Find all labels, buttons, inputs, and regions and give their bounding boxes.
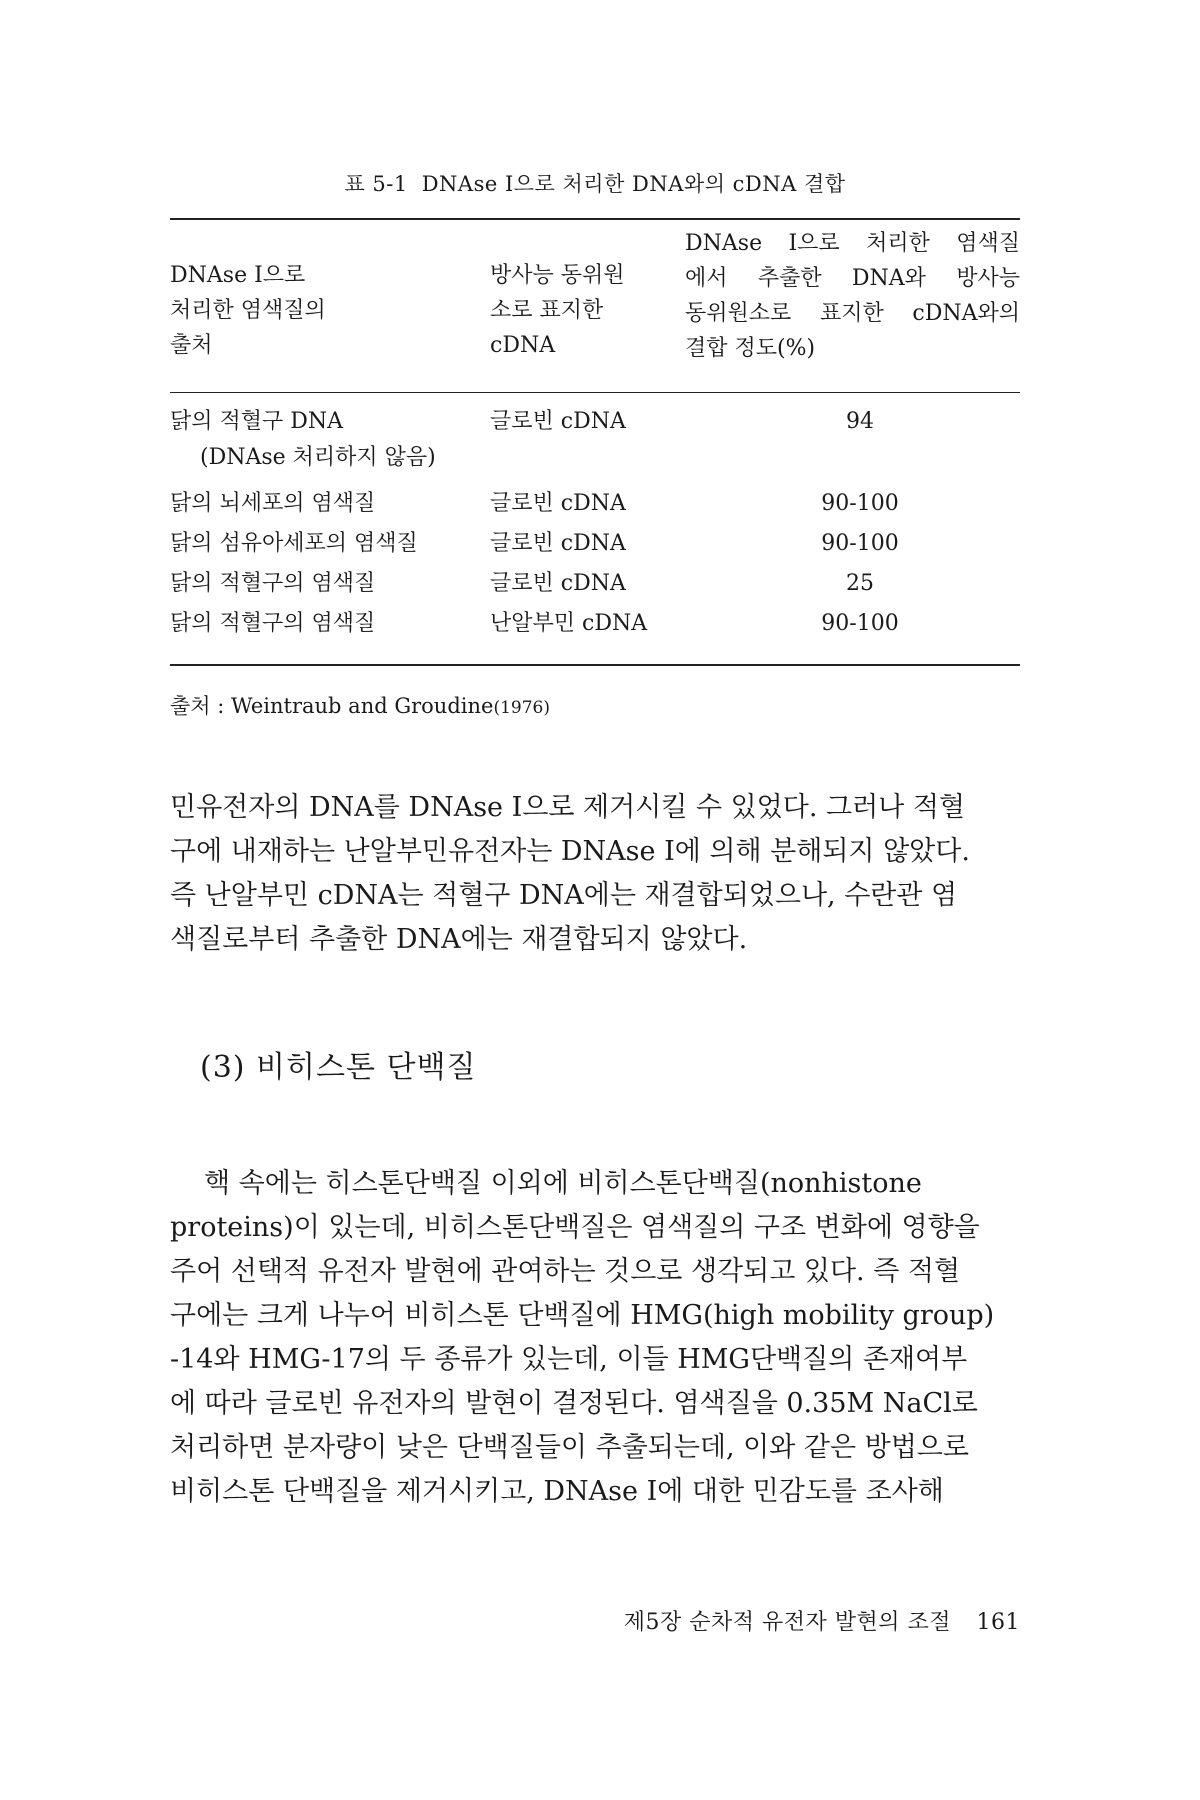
text-line: proteins)이 있는데, 비히스톤단백질은 염색질의 구조 변화에 영향을	[170, 1212, 980, 1243]
table-top-rule	[170, 218, 1020, 220]
table-row	[170, 566, 1020, 602]
text-line: 구에 내재하는 난알부민유전자는 DNAse I에 의해 분해되지 않았다.	[170, 836, 970, 867]
table-row	[170, 526, 1020, 562]
table-row	[170, 606, 1020, 642]
cell-source: 닭의 적혈구의 염색질	[170, 571, 376, 596]
cell-source: 닭의 적혈구의 염색질	[170, 611, 376, 636]
cell-source: 닭의 섬유아세포의 염색질	[170, 531, 418, 556]
header-col-probe: 방사능 동위원 소로 표지한 cDNA	[490, 263, 625, 358]
paragraph-1	[170, 786, 1020, 962]
text-line: 에 따라 글로빈 유전자의 발현이 결정된다. 염색질을 0.35M NaCl로	[170, 1388, 978, 1419]
cell-probe: 글로빈 cDNA	[490, 571, 626, 596]
text-line: 즉 난알부민 cDNA는 적혈구 DNA에는 재결합되었으나, 수란관 염	[170, 880, 958, 911]
cell-value: 90-100	[821, 531, 899, 556]
cell-probe: 글로빈 cDNA	[490, 531, 626, 556]
text-line: 처리하면 분자량이 낮은 단백질들이 추출되는데, 이와 같은 방법으로	[170, 1432, 969, 1463]
cell-probe: 난알부민 cDNA	[490, 611, 648, 636]
text-line: 색질로부터 추출한 DNA에는 재결합되지 않았다.	[170, 924, 748, 955]
cell-value: 94	[846, 409, 874, 434]
text-line: 핵 속에는 히스톤단백질 이외에 비히스톤단백질(nonhistone	[204, 1168, 922, 1199]
paragraph-2	[170, 1162, 1020, 1514]
text-line: 구에는 크게 나누어 비히스톤 단백질에 HMG(high mobility group)	[170, 1300, 995, 1331]
text-line: 비히스톤 단백질을 제거시키고, DNAse I에 대한 민감도를 조사해	[170, 1476, 944, 1507]
cell-source: 닭의 뇌세포의 염색질	[170, 491, 376, 516]
table-row	[170, 404, 1020, 476]
table-caption	[170, 168, 1020, 198]
text-line: -14와 HMG-17의 두 종류가 있는데, 이들 HMG단백질의 존재여부	[170, 1344, 968, 1375]
cell-probe: 글로빈 cDNA	[490, 491, 626, 516]
cell-value: 90-100	[821, 611, 899, 636]
header-col-binding: DNAse I으로 처리한 염색질 에서 추출한 DNA와 방사능 동위원소로 표지한 cDNA와의 결합 정도(%)	[685, 231, 1020, 361]
table-citation: 출처 : Weintraub and Groudine(1976)	[170, 694, 550, 718]
running-footer-title: 제5장 순차적 유전자 발현의 조절	[623, 1610, 951, 1635]
table-label: 표 5-1	[344, 172, 408, 196]
text-line: 민유전자의 DNA를 DNAse I으로 제거시킬 수 있었다. 그러나 적혈	[170, 792, 966, 823]
section-heading: (3) 비히스톤 단백질	[200, 1050, 477, 1085]
table-bottom-rule	[170, 664, 1020, 666]
page-number: 161	[976, 1610, 1020, 1635]
table-row	[170, 486, 1020, 522]
page-footer	[540, 1605, 1020, 1636]
cell-source-note: (DNAse 처리하지 않음)	[200, 445, 436, 470]
text-line: 주어 선택적 유전자 발현에 관여하는 것으로 생각되고 있다. 즉 적혈	[170, 1256, 961, 1287]
table-header-rule	[170, 392, 1020, 393]
cell-value: 25	[846, 571, 874, 596]
cell-probe: 글로빈 cDNA	[490, 409, 626, 434]
table-title: DNAse I으로 처리한 DNA와의 cDNA 결합	[421, 172, 846, 196]
cell-source: 닭의 적혈구 DNA	[170, 409, 344, 434]
header-col-source: DNAse I으로 처리한 염색질의 출처	[170, 263, 326, 358]
cell-value: 90-100	[821, 491, 899, 516]
